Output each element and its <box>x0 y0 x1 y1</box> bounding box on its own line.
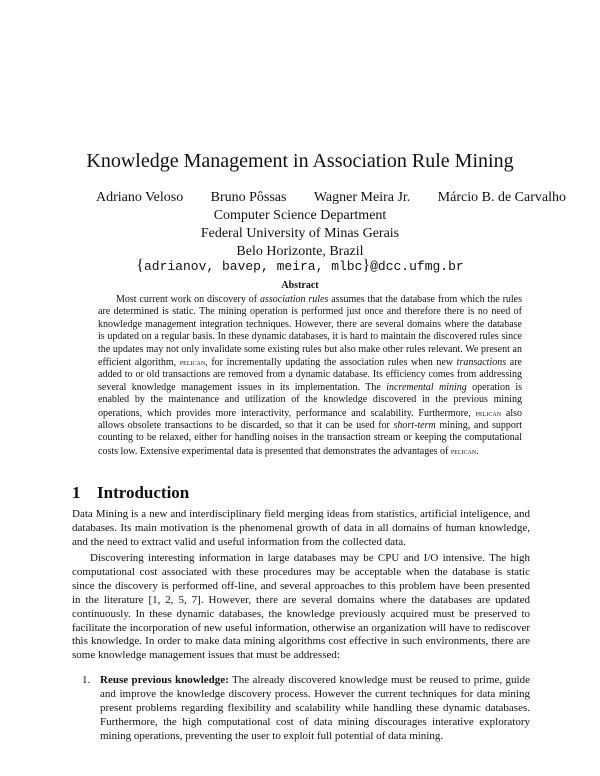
intro-paragraph-2: Discovering interesting information in large databases may be CPU and I/O intensive. The high computational cost associated with these procedures may be acceptable when the database is static since the discovery is performed off-line, and several approaches to this problem have been presented in the literature [1, 2, 5, 7]. However, there are several domains where the databases are updated continuously. In these dynamic databases, the knowledge previously acquired must be preserved to facilitate the incorporation of new useful information, otherwise an organization will have to rediscover this knowledge. In order to make data mining algorithms cost effective in such environments, there are some knowledge management issues that must be addressed: <box>72 552 530 662</box>
affiliation-department: Computer Science Department <box>213 208 387 223</box>
author-emails <box>0 256 600 277</box>
author-name: Adriano Veloso <box>96 190 184 205</box>
algorithm-name: pelican <box>179 357 206 368</box>
affiliation-university: Federal University of Minas Gerais <box>200 226 400 241</box>
algorithm-name: pelican <box>450 445 477 456</box>
abstract-text: operation is enabled by the maintenance and utilization of the knowledge discovered in the previous mining operations, which provides more interactivity, performance and scalability. Furthermore, <box>98 381 523 419</box>
section-number: 1 <box>72 483 81 502</box>
abstract-text: mining, and support counting to be relaxed, either for handling noises in the transaction stream or keeping the computational costs low. Extensive experimental data is presented that demonstrates the advantages of <box>98 420 522 457</box>
abstract-emphasis: association rules <box>259 294 329 305</box>
email-users: adrianov, bavep, meira, mlbc <box>143 259 363 274</box>
list-marker: 1. <box>82 674 91 686</box>
list-item-text <box>100 674 530 744</box>
abstract-heading: Abstract <box>281 280 319 291</box>
section-heading <box>72 483 189 503</box>
email-close-brace: } <box>362 257 371 274</box>
section-title: Introduction <box>97 483 190 502</box>
abstract-body <box>98 294 522 458</box>
abstract-text: , for incrementally updating the association rules when new <box>205 357 457 369</box>
author-name: Bruno Pôssas <box>210 190 287 205</box>
list-item-heading: Reuse previous knowledge: <box>100 674 229 686</box>
abstract-emphasis: incremental mining <box>386 381 467 393</box>
email-domain: @dcc.ufmg.br <box>370 259 464 274</box>
abstract-emphasis: short-term <box>393 420 436 432</box>
abstract-text: assumes that the database from which the rules are determined is static. The mining operation is performed just once and therefore there is no need of knowledge management integration techniques. However, there are several domains where the database is updated on a regular basis. In these dynamic databases, it is hard to maintain the discovered rules since the updates may not only invalidate some existing rules but also make other rules relevant. We present an efficient algorithm, <box>98 294 523 369</box>
paper-title: Knowledge Management in Association Rule Mining <box>86 150 514 172</box>
intro-paragraph-1: Data Mining is a new and interdisciplinary field merging ideas from statistics, artificial inteligence, and databases. Its main motivation is the phenomenal growth of data in all domains of human knowledge, and the need to extract valid and useful information from the collected data. <box>72 508 530 548</box>
author-name: Márcio B. de Carvalho <box>437 190 566 205</box>
abstract-text: Most current work on discovery of <box>116 294 260 305</box>
abstract-text: also allows obsolete transactions to be discarded, so that it can be used for <box>98 407 523 432</box>
author-list <box>96 188 566 208</box>
list-item <box>82 674 530 744</box>
list-item-body: The already discovered knowledge must be reused to prime, guide and improve the knowledge discovery process. However the current techniques for data mining present problems regarding flexibility and scalability while handling these dynamic databases. Furthermore, the high computational cost of data mining discourages interative exploratory mining operations, preventing the user to exploit full potential of data mining. <box>100 674 530 742</box>
abstract-emphasis: transactions <box>456 357 507 369</box>
abstract-text: are added to or old transactions are removed from a dynamic database. Its efficiency comes from addressing several knowledge management issues in its implementation. The <box>98 357 522 393</box>
abstract-text: . <box>476 445 479 457</box>
author-name: Wagner Meira Jr. <box>313 190 411 205</box>
affiliation-city: Belo Horizonte, Brazil <box>236 244 364 259</box>
email-open-brace: { <box>136 257 144 274</box>
algorithm-name: pelican <box>475 407 502 418</box>
